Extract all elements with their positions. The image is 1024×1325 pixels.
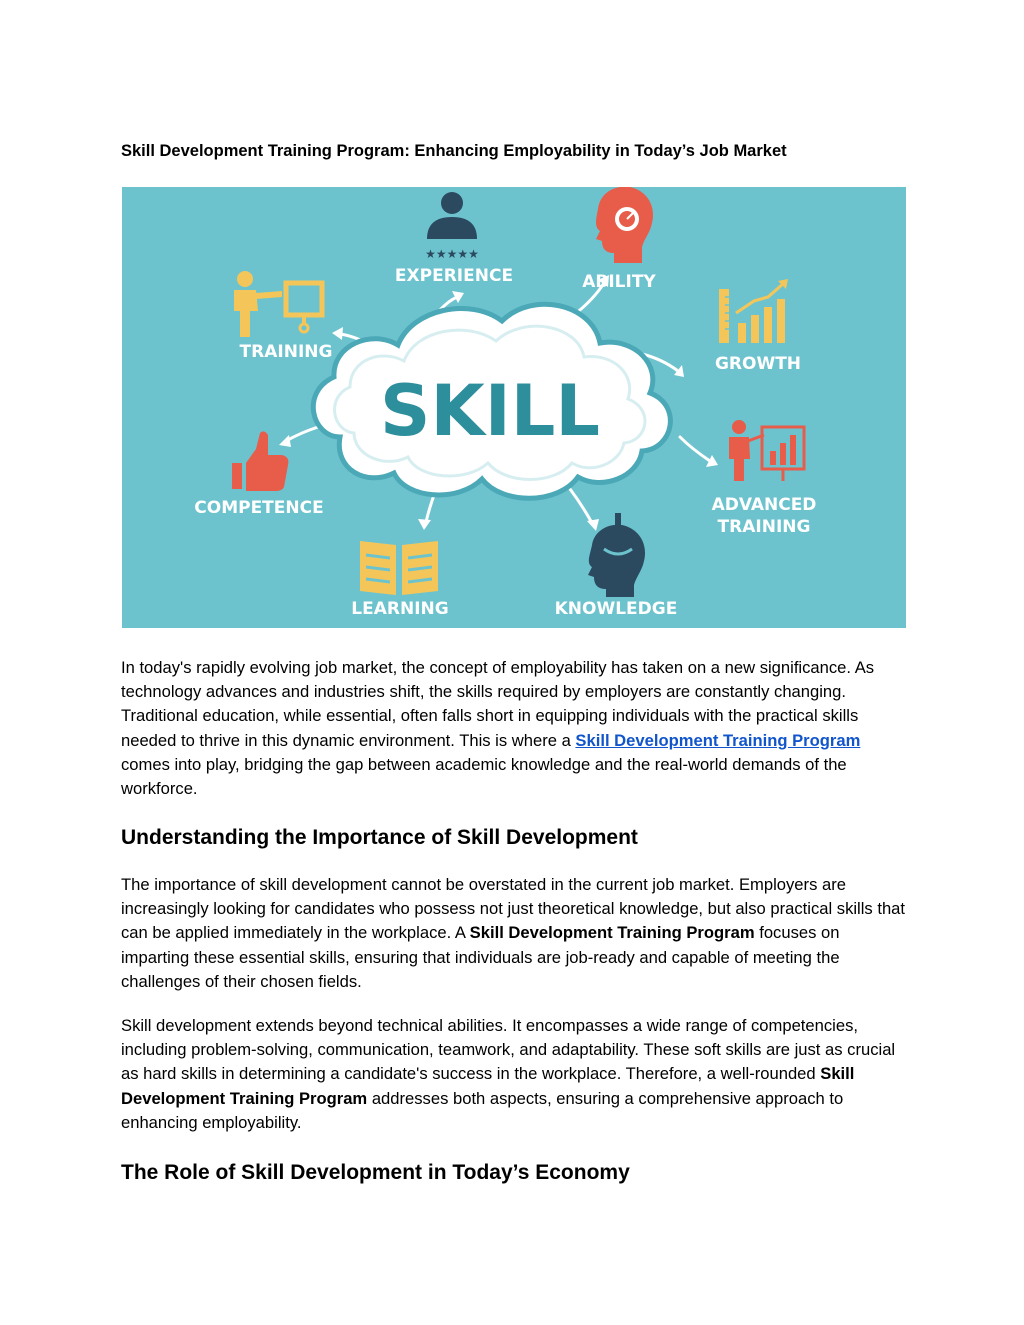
importance-paragraph [121, 873, 911, 994]
label-training: TRAINING [239, 342, 333, 362]
intro-text-end: comes into play, bridging the gap between academic knowledge and the real-world demands of the workforce. [121, 754, 847, 799]
intro-text-start: In today's rapidly evolving job market, the concept of employability has taken on a new significance. As technology advances and industries shift, the skills required by employers are constantly changing. Traditional education, while essential, often falls short in equipping individuals with the practical skills needed to thrive in this dynamic environment. This is where a [121, 658, 875, 750]
importance-bold-term: Skill Development Training Program [469, 923, 755, 943]
soft-skills-bold-term: Skill Development Training Program [121, 1064, 855, 1108]
importance-text-start: The importance of skill development cannot be overstated in the current job market. Employers are increasingly looking for candidates who possess not just theoretical knowledge, but also practical skills that can be applied immediately in the workplace. A [121, 875, 906, 943]
label-ability: ABILITY [582, 272, 656, 292]
document-title: Skill Development Training Program: Enhancing Employability in Today’s Job Market [121, 142, 787, 160]
skill-infographic [122, 187, 906, 628]
label-growth: GROWTH [714, 354, 802, 374]
soft-skills-paragraph [121, 1014, 911, 1135]
soft-skills-text-end: addresses both aspects, ensuring a comprehensive approach to enhancing employability. [121, 1088, 844, 1132]
label-competence: COMPETENCE [194, 498, 324, 518]
svg-text:★★★★★: ★★★★★ [425, 247, 479, 261]
label-experience: EXPERIENCE [394, 266, 514, 286]
intro-paragraph [121, 656, 911, 801]
importance-text-end: focuses on imparting these essential skills, ensuring that individuals are job-ready and capable of meeting the challenges of their chosen fields. [121, 923, 840, 991]
skill-program-link[interactable]: Skill Development Training Program [575, 730, 861, 750]
label-knowledge: KNOWLEDGE [554, 599, 678, 619]
label-learning: LEARNING [351, 599, 449, 619]
label-advanced-line2: TRAINING [717, 517, 811, 537]
label-advanced-line1: ADVANCED [711, 495, 817, 515]
skill-center-text: SKILL [380, 370, 600, 452]
soft-skills-text-start: Skill development extends beyond technical abilities. It encompasses a wide range of competencies, including problem-solving, communication, teamwork, and adaptability. These soft skills are just as crucial as hard skills in determining a candidate's success in the workplace. Therefore, a well-rounded [121, 1016, 896, 1084]
section-heading-importance: Understanding the Importance of Skill Development [121, 826, 638, 849]
section-heading-economy: The Role of Skill Development in Today’s Economy [121, 1161, 630, 1184]
